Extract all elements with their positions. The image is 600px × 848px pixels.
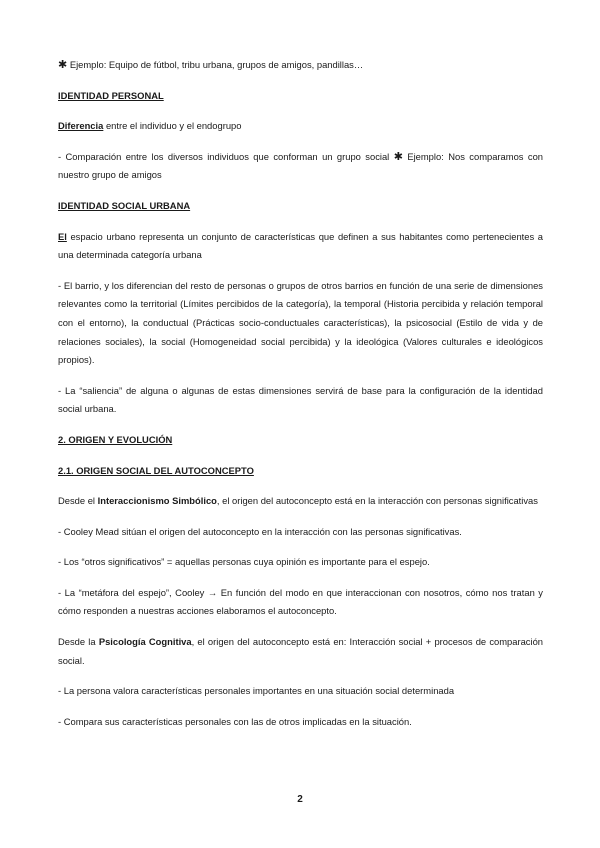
paragraph-interaccionismo xyxy=(58,492,543,511)
espacio-urbano-text: espacio urbano representa un conjunto de características que definen a sus habitantes como pertenecientes a una determinada categoría urbana xyxy=(58,230,543,261)
term-interaccionismo: Interaccionismo Simbólico xyxy=(97,495,217,507)
interaccionismo-pre: Desde el xyxy=(58,495,98,507)
paragraph-diferencia xyxy=(58,117,543,136)
interaccionismo-post: , el origen del autoconcepto está en la interacción con personas significativas xyxy=(216,495,538,507)
paragraph-espacio-urbano xyxy=(58,228,543,265)
heading-origen-social: 2.1. ORIGEN SOCIAL DEL AUTOCONCEPTO xyxy=(58,464,254,476)
comparacion-example: Ejemplo: Nos comparamos con nuestro grupo de amigos xyxy=(58,150,544,181)
asterisk-icon: ✱ xyxy=(58,59,68,71)
paragraph-comparacion xyxy=(58,148,543,185)
paragraph-compara: - Compara sus características personales con las de otros implicadas en la situación. xyxy=(58,715,412,727)
paragraph-barrio: - El barrio, y los diferencian del resto de personas o grupos de otros barrios en función de una serie de dimensiones relevantes como la territorial (Límites percibidos de la categoría), la temporal (Historia percibida y relación temporal con el entorno), la conductual (Prácticas socio-conductuales características), la psicosocial (Estilo de vida y de relaciones sociales), la social (Homogeneidad social percibida) y la ideológica (Valores culturales e ideológicos propios). xyxy=(58,279,543,366)
heading-origen-evolucion: 2. ORIGEN Y EVOLUCIÓN xyxy=(58,433,173,445)
example-line xyxy=(58,56,543,75)
paragraph-metafora-espejo: - La “metáfora del espejo”, Cooley → En función del modo en que interaccionan con nosotros, cómo nos tratan y cómo responden a nuestras acciones elaboramos el autoconcepto. xyxy=(58,586,543,617)
psicologia-pre: Desde la xyxy=(58,636,99,648)
paragraph-saliencia: - La “saliencia” de alguna o algunas de estas dimensiones servirá de base para la configuración de la identidad social urbana. xyxy=(58,384,543,415)
document-page xyxy=(58,56,543,731)
paragraph-persona-valora: - La persona valora características personales importantes en una situación social determinada xyxy=(58,685,455,697)
paragraph-otros-significativos: - Los “otros significativos” = aquellas personas cuya opinión es importante para el espejo. xyxy=(58,556,430,568)
term-el: El xyxy=(58,230,67,242)
heading-identidad-social-urbana: IDENTIDAD SOCIAL URBANA xyxy=(58,199,191,211)
paragraph-cooley-mead: - Cooley Mead sitúan el origen del autoconcepto en la interacción con las personas significativas. xyxy=(58,525,462,537)
comparacion-text: - Comparación entre los diversos individuos que conforman un grupo social xyxy=(58,150,394,162)
asterisk-icon: ✱ xyxy=(393,150,403,163)
paragraph-diferencia-text: entre el individuo y el endogrupo xyxy=(103,120,242,132)
page-number: 2 xyxy=(297,794,303,805)
paragraph-psicologia-cognitiva xyxy=(58,633,543,670)
term-psicologia-cognitiva: Psicología Cognitiva xyxy=(98,636,192,648)
heading-identidad-personal: IDENTIDAD PERSONAL xyxy=(58,89,164,101)
example-text: Ejemplo: Equipo de fútbol, tribu urbana, grupos de amigos, pandillas… xyxy=(67,59,364,70)
term-diferencia: Diferencia xyxy=(58,120,104,132)
psicologia-post: , el origen del autoconcepto está en: Interacción social + procesos de comparación social. xyxy=(58,636,544,666)
